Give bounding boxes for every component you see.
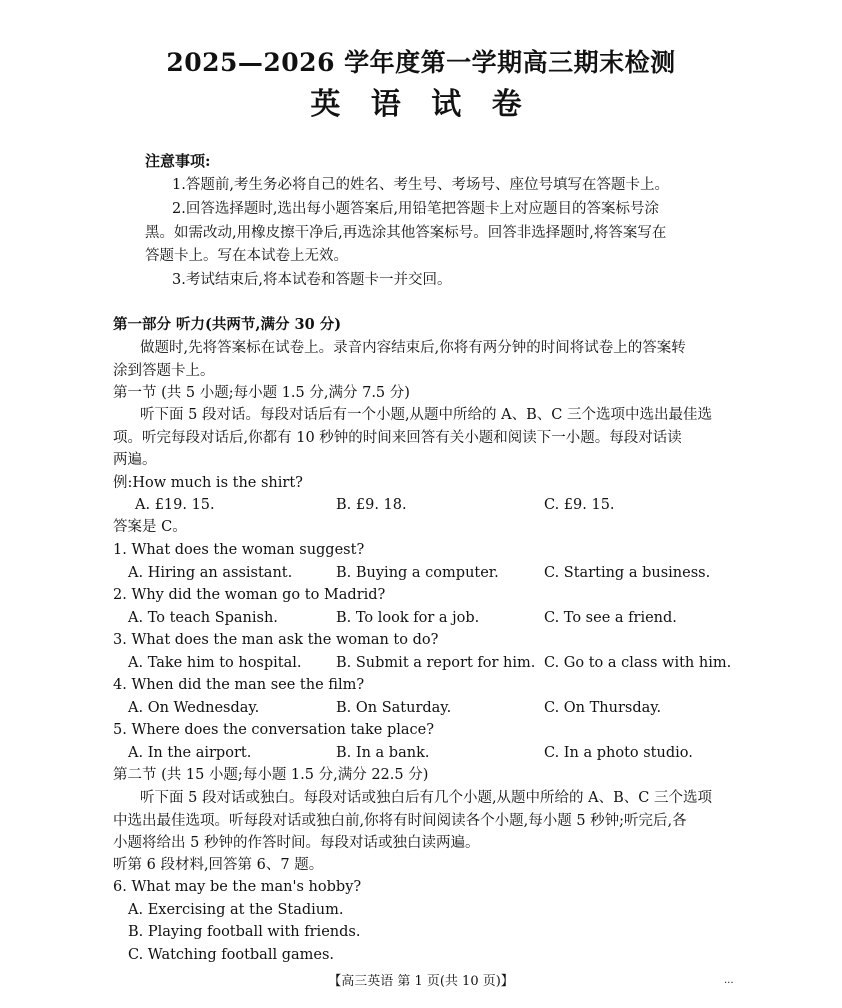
- question-6: 6. What may be the man's hobby?: [113, 879, 362, 895]
- question-4-option-b: B. On Saturday.: [336, 700, 452, 716]
- section2-intro-3: 小题将给出 5 秒钟的作答时间。每段对话或独白读两遍。: [113, 835, 480, 851]
- question-2-option-a: A. To teach Spanish.: [128, 610, 278, 626]
- example-option-b: B. £9. 18.: [336, 497, 407, 513]
- question-4-option-c: C. On Thursday.: [544, 700, 662, 716]
- question-1-option-c: C. Starting a business.: [544, 565, 711, 581]
- notice-heading: 注意事项:: [145, 152, 211, 170]
- question-4-option-a: A. On Wednesday.: [128, 700, 260, 716]
- part1-heading: 第一部分 听力(共两节,满分 30 分): [113, 316, 342, 333]
- example-option-c: C. £9. 15.: [544, 497, 615, 513]
- exam-title: 2025—2026 学年度第一学期高三期末检测: [166, 48, 676, 77]
- example-question: 例:How much is the shirt?: [113, 475, 303, 491]
- section1-heading: 第一节 (共 5 小题;每小题 1.5 分,满分 7.5 分): [113, 385, 410, 401]
- section2-intro-1: 听下面 5 段对话或独白。每段对话或独白后有几个小题,从题中所给的 A、B、C 三个选项: [140, 790, 712, 806]
- question-1-option-b: B. Buying a computer.: [336, 565, 499, 581]
- notice-line-4: 答题卡上。写在本试卷上无效。: [145, 248, 348, 264]
- exam-subject: 英 语 试 卷: [310, 87, 532, 122]
- question-1: 1. What does the woman suggest?: [113, 542, 365, 558]
- section1-intro-1: 听下面 5 段对话。每段对话后有一个小题,从题中所给的 A、B、C 三个选项中选出最佳选: [140, 407, 712, 423]
- part1-intro-1: 做题时,先将答案标在试卷上。录音内容结束后,你将有两分钟的时间将试卷上的答案转: [140, 340, 686, 356]
- example-option-a: A. £19. 15.: [135, 497, 215, 513]
- notice-line-1: 1.答题前,考生务必将自己的姓名、考生号、考场号、座位号填写在答题卡上。: [172, 177, 669, 193]
- material-6-heading: 听第 6 段材料,回答第 6、7 题。: [113, 857, 324, 873]
- question-2-option-c: C. To see a friend.: [544, 610, 677, 626]
- notice-line-2: 2.回答选择题时,选出每小题答案后,用铅笔把答题卡上对应题目的答案标号涂: [172, 201, 660, 217]
- question-5: 5. Where does the conversation take place?: [113, 722, 434, 738]
- question-3-option-c: C. Go to a class with him.: [544, 655, 732, 671]
- question-5-option-b: B. In a bank.: [336, 745, 430, 761]
- notice-line-3: 黑。如需改动,用橡皮擦干净后,再选涂其他答案标号。回答非选择题时,将答案写在: [145, 225, 667, 241]
- question-6-option-c: C. Watching football games.: [128, 947, 335, 963]
- question-2: 2. Why did the woman go to Madrid?: [113, 587, 386, 603]
- section1-intro-2: 项。听完每段对话后,你都有 10 秒钟的时间来回答有关小题和阅读下一小题。每段对话读: [113, 430, 682, 446]
- question-3: 3. What does the man ask the woman to do?: [113, 632, 439, 648]
- question-5-option-c: C. In a photo studio.: [544, 745, 693, 761]
- question-6-option-a: A. Exercising at the Stadium.: [128, 902, 344, 918]
- part1-intro-2: 涂到答题卡上。: [113, 363, 215, 379]
- question-4: 4. When did the man see the film?: [113, 677, 365, 693]
- page-footer: 【高三英语 第 1 页(共 10 页)】: [328, 974, 514, 989]
- corner-mark: ...: [724, 975, 734, 986]
- question-3-option-b: B. Submit a report for him.: [336, 655, 536, 671]
- section2-intro-2: 中选出最佳选项。听每段对话或独白前,你将有时间阅读各个小题,每小题 5 秒钟;听完后,各: [113, 813, 687, 829]
- question-5-option-a: A. In the airport.: [128, 745, 252, 761]
- section2-heading: 第二节 (共 15 小题;每小题 1.5 分,满分 22.5 分): [113, 767, 429, 783]
- example-answer: 答案是 C。: [113, 519, 187, 535]
- question-3-option-a: A. Take him to hospital.: [128, 655, 302, 671]
- question-6-option-b: B. Playing football with friends.: [128, 924, 361, 940]
- question-2-option-b: B. To look for a job.: [336, 610, 480, 626]
- section1-intro-3: 两遍。: [113, 452, 157, 468]
- notice-line-5: 3.考试结束后,将本试卷和答题卡一并交回。: [172, 272, 452, 288]
- question-1-option-a: A. Hiring an assistant.: [128, 565, 293, 581]
